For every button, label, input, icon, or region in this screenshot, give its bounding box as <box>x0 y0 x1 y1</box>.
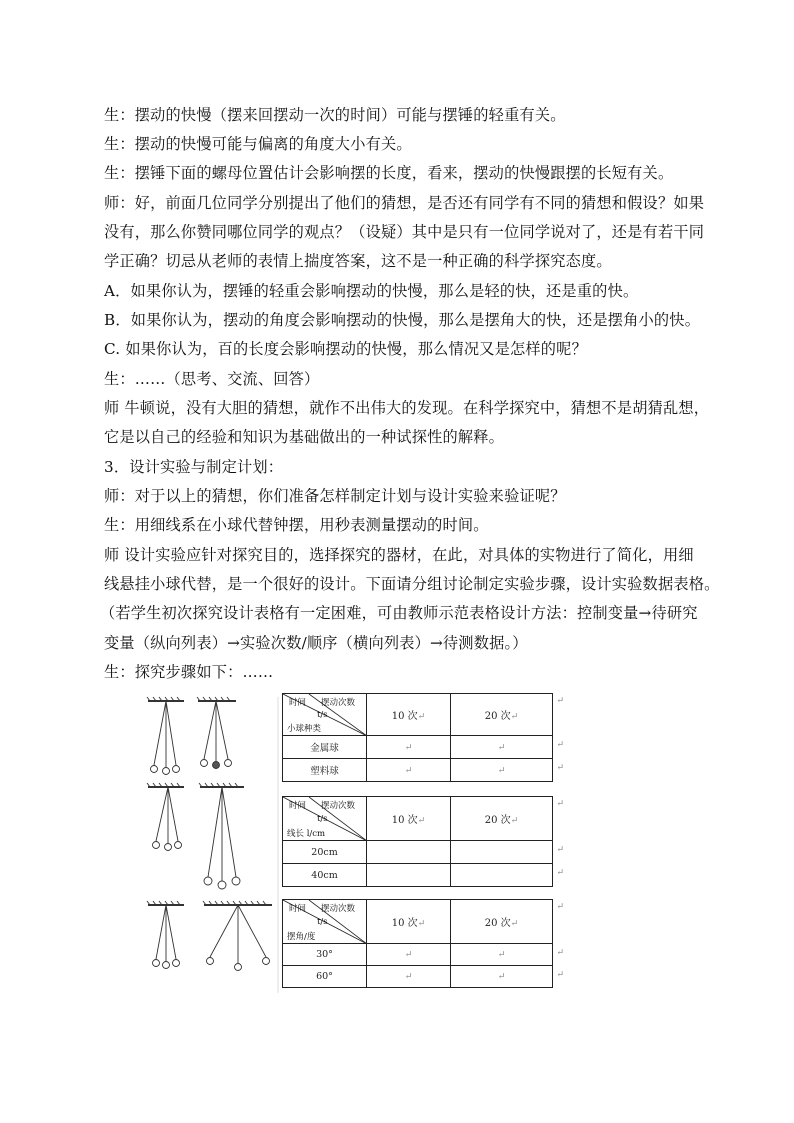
text-line: B．如果你认为，摆动的角度会影响摆动的快慢，那么是摆角大的快，还是摆角小的快。 <box>104 311 701 329</box>
corner-label-bottom: 小球种类 <box>287 724 322 734</box>
data-cell: ↵ ↵ <box>451 944 553 966</box>
row-label: 20cm <box>283 841 367 864</box>
row-label: 塑料球 <box>283 759 367 782</box>
text-line: 学正确？切忌从老师的表情上揣度答案，这不是一种正确的科学探究态度。 <box>104 252 612 270</box>
text-line: 生：摆锤下面的螺母位置估计会影响摆的长度，看来，摆动的快慢跟摆的长短有关。 <box>104 164 674 182</box>
text-line: （若学生初次探究设计表格有一定困难，可由教师示范表格设计方法：控制变量→待研究 <box>100 604 698 622</box>
corner-label-top: 摆动次数 <box>321 698 356 708</box>
data-cell: ↵ ↵ <box>451 759 553 782</box>
corner-label-mid: t/s <box>317 710 328 720</box>
column-header: 10 次↵ <box>367 694 451 736</box>
column-header: 20 次↵ ↵ <box>451 900 553 944</box>
data-table <box>282 899 564 988</box>
text-line: 3．设计实验与制定计划： <box>104 458 284 476</box>
corner-label-left: 时间 <box>289 698 307 708</box>
row-label: 30° <box>283 944 367 966</box>
data-table <box>282 796 564 887</box>
column-header: 20 次↵ ↵ <box>451 694 553 736</box>
pendulum-figure <box>140 693 280 993</box>
corner-label-top: 摆动次数 <box>321 904 356 914</box>
diagonal-header-cell <box>283 694 367 736</box>
text-line: 没有，那么你赞同哪位同学的观点？（设疑）其中是只有一位同学说对了，还是有若干同 <box>104 223 705 241</box>
row-label: 60° <box>283 966 367 988</box>
text-line: 师 设计实验应针对探究目的，选择探究的器材，在此，对具体的实物进行了简化，用细 <box>104 546 694 564</box>
text-line: 变量（纵向列表）→实验次数/顺序（横向列表）→待测数据。） <box>104 634 528 652</box>
text-line: 生：……（思考、交流、回答） <box>104 370 320 388</box>
data-cell: ↵ <box>451 841 553 864</box>
row-label: 40cm <box>283 864 367 887</box>
diagonal-header-cell <box>283 900 367 944</box>
text-line: 师：好，前面几位同学分别提出了他们的猜想，是否还有同学有不同的猜想和假设？如果 <box>104 194 705 212</box>
corner-label-mid: t/s <box>317 814 328 824</box>
text-line: 生：摆动的快慢（摆来回摆动一次的时间）可能与摆锤的轻重有关。 <box>104 106 566 124</box>
corner-label-bottom: 摆角/度 <box>287 932 316 942</box>
text-line: C. 如果你认为，百的长度会影响摆动的快慢，那么情况又是怎样的呢？ <box>104 340 587 358</box>
data-cell: ↵ <box>367 944 451 966</box>
corner-label-top: 摆动次数 <box>321 801 356 811</box>
text-line: 师 牛顿说，没有大胆的猜想，就作不出伟大的发现。在科学探究中，猜想不是胡猜乱想， <box>104 399 710 417</box>
text-line: 生：摆动的快慢可能与偏离的角度大小有关。 <box>104 135 412 153</box>
row-label: 金属球 <box>283 736 367 759</box>
column-header: 10 次↵ <box>367 797 451 841</box>
data-cell <box>367 864 451 887</box>
data-cell: ↵ <box>367 966 451 988</box>
text-line: 生：探究步骤如下：…… <box>104 663 274 681</box>
corner-label-left: 时间 <box>289 801 307 811</box>
column-header: 20 次↵ ↵ <box>451 797 553 841</box>
data-cell: ↵ ↵ <box>451 736 553 759</box>
data-table <box>282 693 564 782</box>
text-line: 生：用细线系在小球代替钟摆，用秒表测量摆动的时间。 <box>104 516 489 534</box>
data-cell: ↵ <box>367 736 451 759</box>
text-line: 师：对于以上的猜想，你们准备怎样制定计划与设计实验来验证呢？ <box>104 487 566 505</box>
data-cell <box>367 841 451 864</box>
corner-label-bottom: 线长 l/cm <box>287 829 326 839</box>
diagonal-header-cell <box>283 797 367 841</box>
text-line: 线悬挂小球代替，是一个很好的设计。下面请分组讨论制定实验步骤，设计实验数据表格。 <box>104 575 720 593</box>
data-cell: ↵ <box>367 759 451 782</box>
corner-label-mid: t/s <box>317 917 328 927</box>
text-line: A．如果你认为，摆锤的轻重会影响摆动的快慢，那么是轻的快，还是重的快。 <box>104 282 639 300</box>
text-line: 它是以自己的经验和知识为基础做出的一种试探性的解释。 <box>104 428 505 446</box>
data-cell: ↵ <box>451 864 553 887</box>
data-cell: ↵ ↵ <box>451 966 553 988</box>
column-header: 10 次↵ <box>367 900 451 944</box>
corner-label-left: 时间 <box>289 904 307 914</box>
